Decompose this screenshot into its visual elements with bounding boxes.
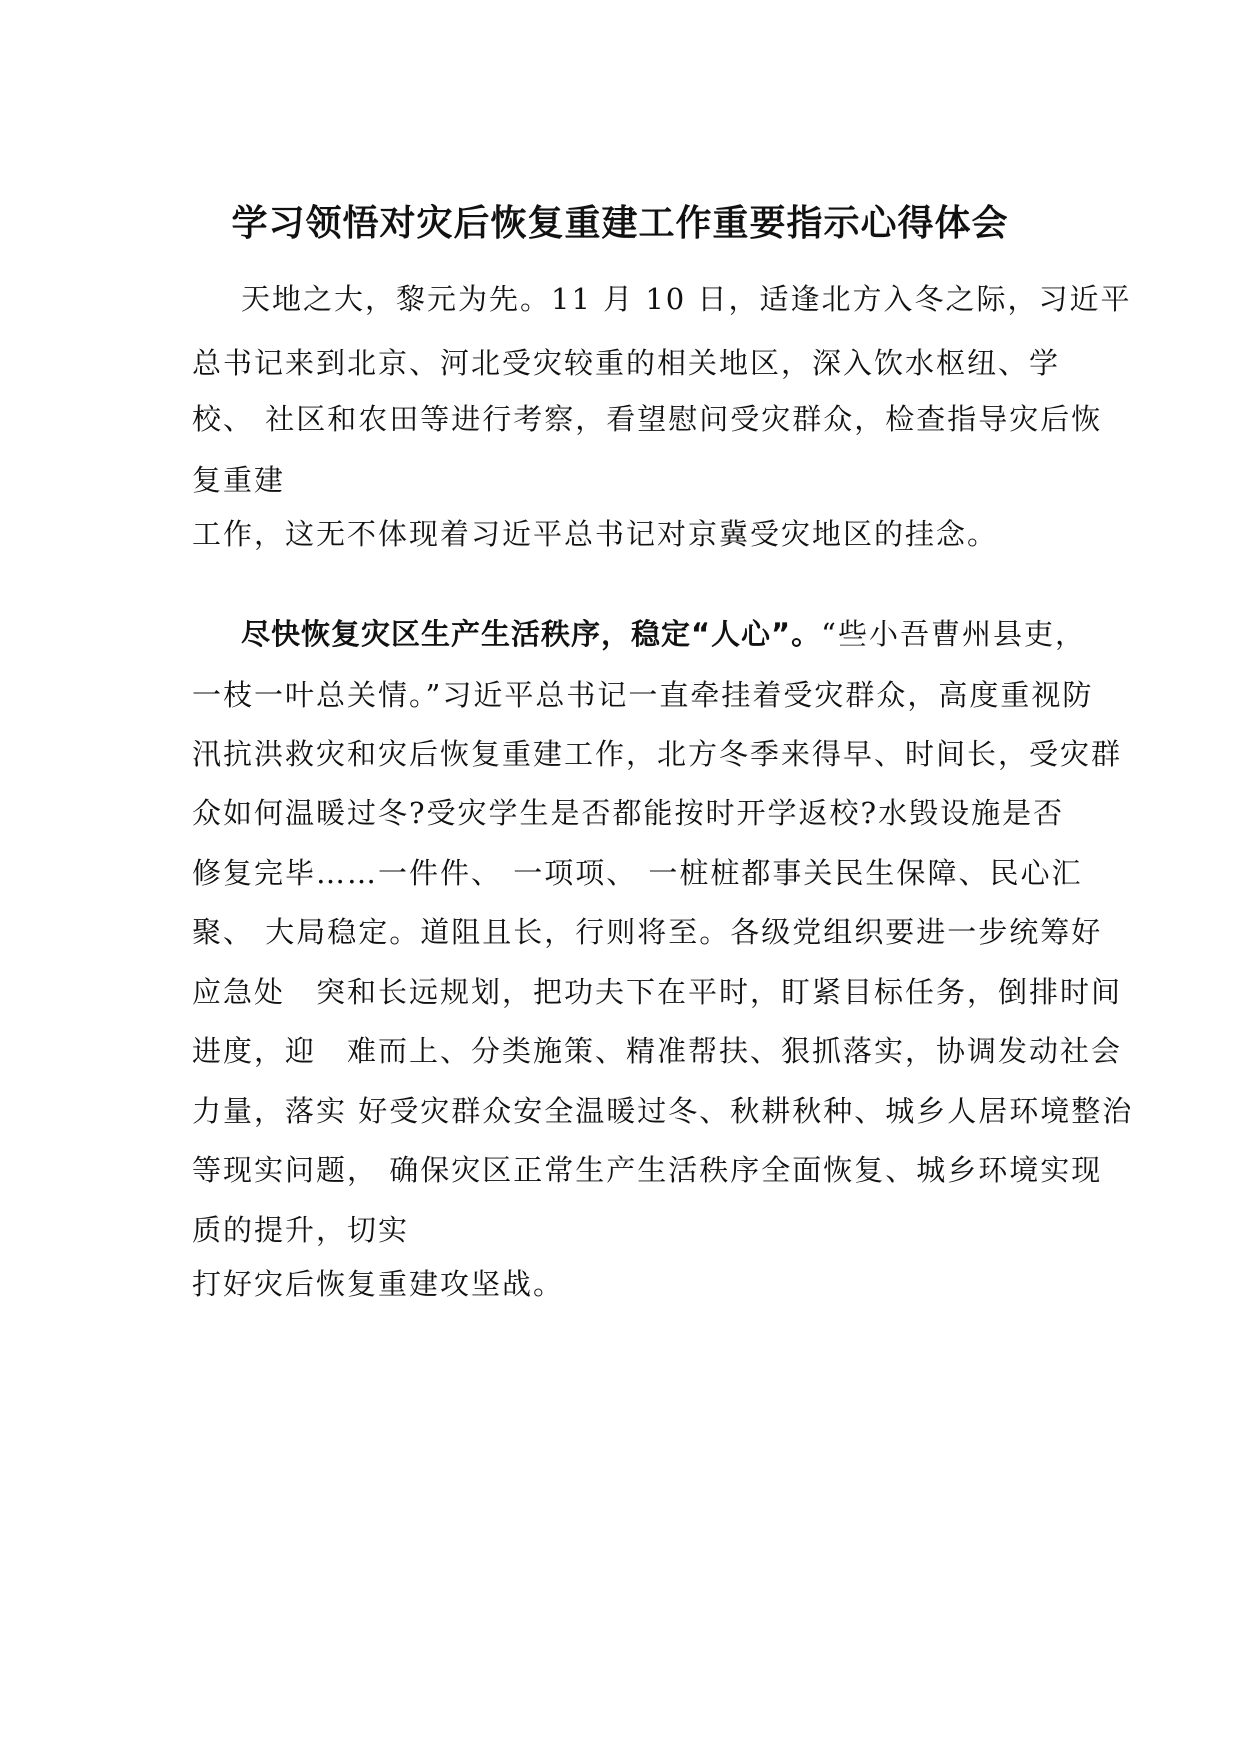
paragraph1-line-3: 校、 社区和农田等进行考察，看望慰问受灾群众，检查指导灾后恢 [192,402,1103,436]
paragraph2-line-3: 汛抗洪救灾和灾后恢复重建工作，北方冬季来得早、时间长，受灾群 [192,737,1123,771]
paragraph2-line-9: 力量，落实 好受灾群众安全温暖过冬、秋耕秋种、城乡人居环境整治 [192,1094,1134,1128]
paragraph1-line-5: 工作，这无不体现着习近平总书记对京冀受灾地区的挂念。 [192,517,999,551]
paragraph2-lead-quote: “些小吾曹州县吏， [821,617,1086,651]
paragraph2-line-11: 质的提升，切实 [192,1213,410,1247]
paragraph2-line-6: 聚、 大局稳定。道阻且长，行则将至。各级党组织要进一步统筹好 [192,915,1103,949]
paragraph2-line-8: 进度，迎 难而上、分类施策、精准帮扶、狠抓落实，协调发动社会 [192,1034,1123,1068]
document-title: 学习领悟对灾后恢复重建工作重要指示心得体会 [231,203,1009,244]
paragraph2-line-2: 一枝一叶总关情。”习近平总书记一直牵挂着受灾群众，高度重视防 [192,678,1094,712]
paragraph1-line-1: 天地之大，黎元为先。11 月 10 日，适逢北方入冬之际，习近平 [241,282,1132,316]
paragraph2-line-5: 修复完毕……一件件、 一项项、 一桩桩都事关民生保障、民心汇 [192,856,1083,890]
paragraph1-line-4: 复重建 [192,463,286,497]
paragraph1-line-2: 总书记来到北京、河北受灾较重的相关地区，深入饮水枢纽、学 [192,346,1061,380]
paragraph2-line-4: 众如何温暖过冬?受灾学生是否都能按时开学返校?水毁设施是否 [192,796,1065,830]
paragraph2-line-7: 应急处 突和长远规划，把功夫下在平时，盯紧目标任务，倒排时间 [192,975,1123,1009]
paragraph2-line-1 [241,613,1086,655]
paragraph2-line-12: 打好灾后恢复重建攻坚战。 [192,1267,565,1301]
paragraph2-lead-heading: 尽快恢复灾区生产生活秩序，稳定“人心”。 [241,617,822,651]
paragraph2-line-10: 等现实问题， 确保灾区正常生产生活秩序全面恢复、城乡环境实现 [192,1153,1103,1187]
